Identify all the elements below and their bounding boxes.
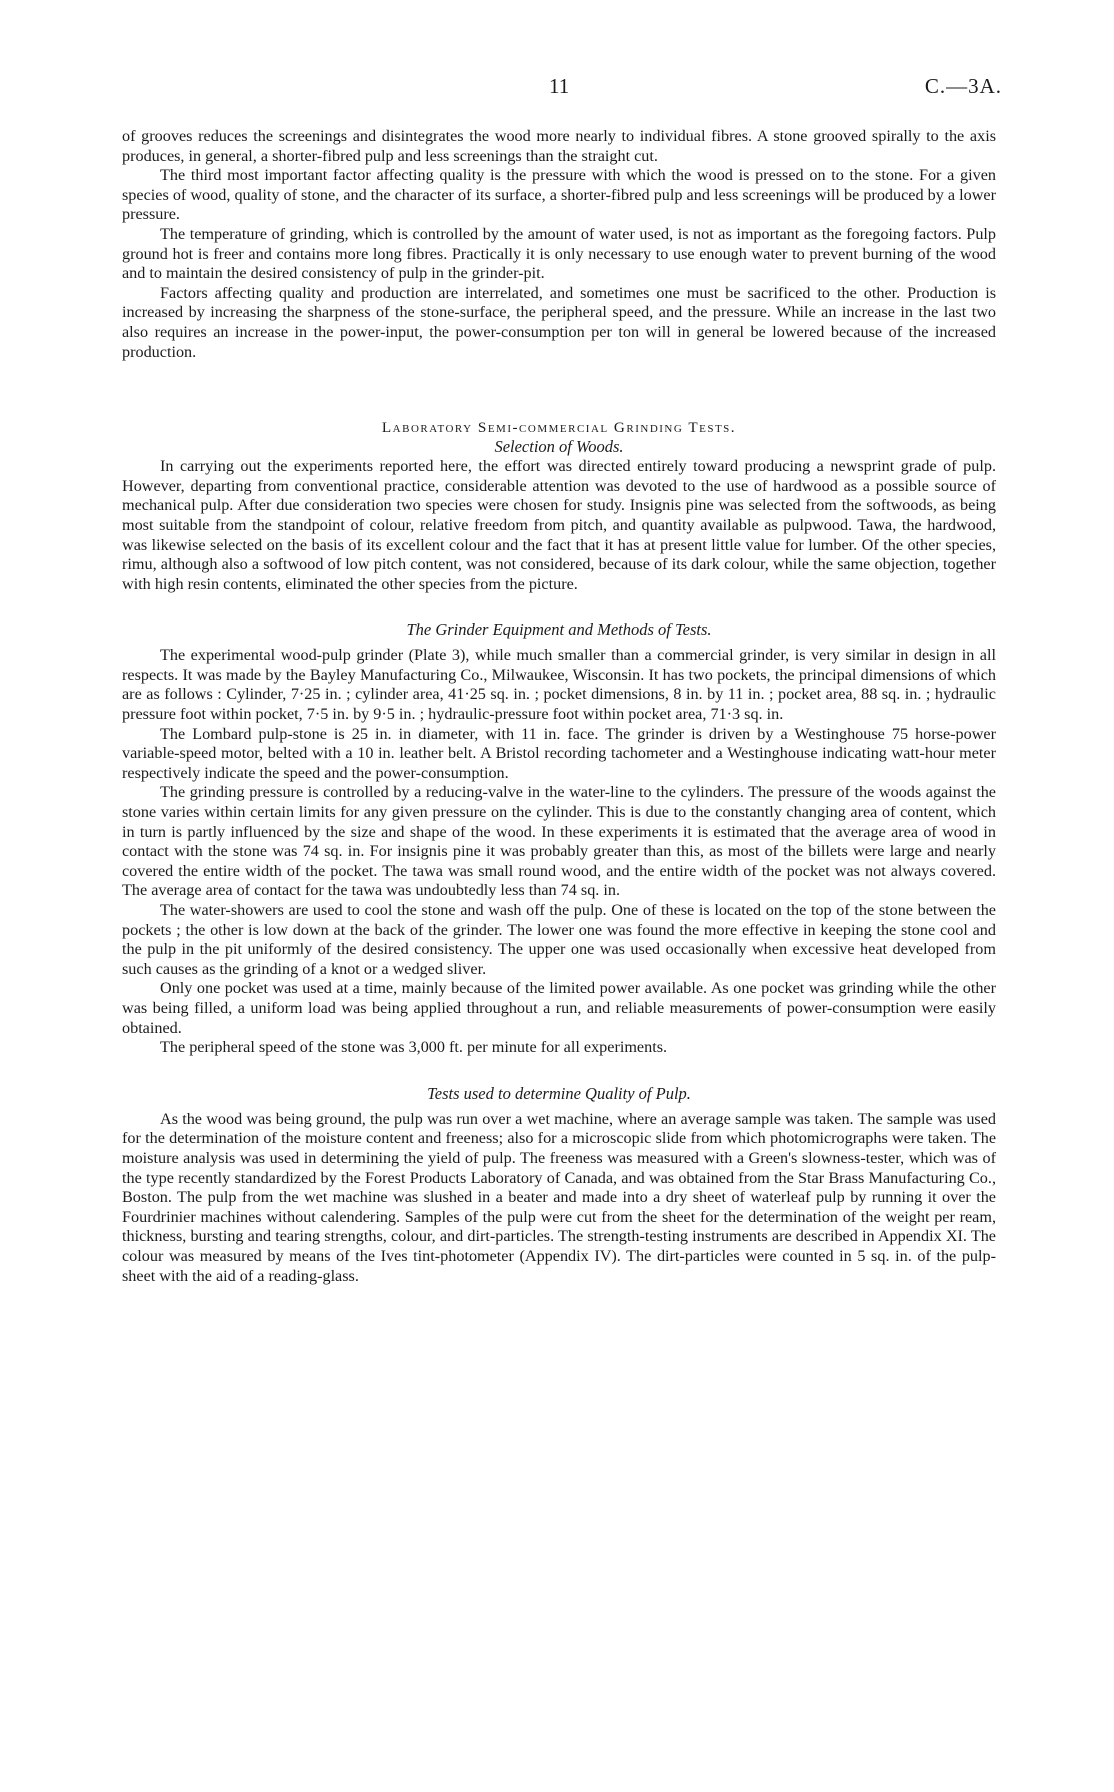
subheading-grinder-equipment: The Grinder Equipment and Methods of Tests. <box>406 620 712 640</box>
paragraph-water-showers: The water-showers are used to cool the stone and wash off the pulp. One of these is located on the top of the stone between the pockets ; the other is low down at the back of the grinder. The lower one was found the more effective in keeping the stone cool and the pulp in the pit uniformly of the desired consistency. The upper one was used occasionally when excessive heat developed from such causes as the grinding of a knot or a wedged sliver. <box>122 901 996 978</box>
paragraph-temperature: The temperature of grinding, which is controlled by the amount of water used, is not as important as the foregoing factors. Pulp ground hot is freer and contains more long fibres. Practically it is only necessary to use enough water to prevent burning of the wood and to maintain the desired consistency of pulp in the grinder-pit. <box>122 224 996 283</box>
document-reference: C.—3A. <box>924 74 1002 98</box>
paragraph-grooves: of grooves reduces the screenings and disintegrates the wood more nearly to individual fibres. A stone grooved spirally to the axis produces, in general, a shorter-fibred pulp and less screenings than the straight cut. <box>122 127 996 165</box>
paragraph-selection: In carrying out the experiments reported here, the effort was directed entirely toward producing a newsprint grade of pulp. However, departing from conventional practice, considerable attention was devoted to the use of hardwood as a possible source of mechanical pulp. After due consideration two species were chosen for study. Insignis pine was selected from the softwoods, as being most suitable from the standpoint of colour, relative freedom from pitch, and quantity available as pulpwood. Tawa, the hardwood, was likewise selected on the basis of its excellent colour and the fact that it has at present little value for lumber. Of the other species, rimu, although also a softwood of low pitch content, was not considered, because of its dark colour, while the same objection, together with high resin contents, eliminated the other species from the picture. <box>122 457 996 593</box>
paragraph-pulp-stone: The Lombard pulp-stone is 25 in. in diameter, with 11 in. face. The grinder is driven by a Westinghouse 75 horse-power variable-speed motor, belted with a 10 in. leather belt. A Bristol recording tachometer and a Westinghouse indicating watt-hour meter respectively indicate the speed and the power-consumption. <box>122 724 996 782</box>
paragraph-grinder: The experimental wood-pulp grinder (Plate 3), while much smaller than a commercial grinder, is very similar in design in all respects. It was made by the Bayley Manufacturing Co., Milwaukee, Wisconsin. It has two pockets, the principal dimensions of which are as follows : Cylinder, 7·25 in. ; cylinder area, 41·25 sq. in. ; pocket dimensions, 8 in. by 11 in. ; pocket area, 88 sq. in. ; hydraulic pressure foot within pocket, 7·5 in. by 9·5 in. ; hydraulic-pressure foot within pocket area, 71·3 sq. in. <box>122 646 996 724</box>
page-header <box>0 74 1114 98</box>
paragraph-grinding-pressure: The grinding pressure is controlled by a reducing-valve in the water-line to the cylinders. The pressure of the woods against the stone varies within certain limits for any given pressure on the cylinder. This is due to the constantly changing area of content, which in turn is partly influenced by the size and shape of the wood. In these experiments it is estimated that the average area of wood in contact with the stone was 74 sq. in. For insignis pine it was probably greater than this, as most of the billets were large and nearly covered the entire width of the pocket. The tawa was small round wood, and the entire width of the pocket was not always covered. The average area of contact for the tawa was undoubtedly less than 74 sq. in. <box>122 783 996 900</box>
paragraph-pressure: The third most important factor affecting quality is the pressure with which the wood is pressed on to the stone. For a given species of wood, quality of stone, and the character of its surface, a shorter-fibred pulp and less screenings will be produced by a lower pressure. <box>122 166 996 224</box>
subheading-tests-quality: Tests used to determine Quality of Pulp. <box>427 1083 691 1103</box>
section-title: Laboratory Semi-commercial Grinding Tests. <box>381 419 737 437</box>
body-text <box>122 127 996 1286</box>
subheading-selection-of-woods: Selection of Woods. <box>494 437 624 457</box>
paragraph-one-pocket: Only one pocket was used at a time, mainly because of the limited power available. As one pocket was grinding while the other was being filled, a uniform load was being applied throughout a run, and reliable measurements of power-consumption were easily obtained. <box>122 979 996 1037</box>
paragraph-factors: Factors affecting quality and production are interrelated, and sometimes one must be sacrificed to the other. Production is increased by increasing the sharpness of the stone-surface, the peripheral speed, and the pressure. While an increase in the last two also requires an increase in the power-input, the power-consumption per ton will in general be lowered because of the increased production. <box>122 283 996 361</box>
paragraph-peripheral-speed: The peripheral speed of the stone was 3,000 ft. per minute for all experiments. <box>160 1038 668 1057</box>
paragraph-tests: As the wood was being ground, the pulp was run over a wet machine, where an average sample was taken. The sample was used for the determination of the moisture content and freeness; also for a microscopic slide from which photomicrographs were taken. The moisture analysis was used in determining the yield of pulp. The freeness was measured with a Green's slowness-tester, which was of the type recently standardized by the Forest Products Laboratory of Canada, and was obtained from the Star Brass Manufacturing Co., Boston. The pulp from the wet machine was slushed in a beater and made into a dry sheet of waterleaf pulp by running it over the Fourdrinier machines without calendering. Samples of the pulp were cut from the sheet for the determination of the weight per ream, thickness, bursting and tearing strengths, colour, and dirt-particles. The strength-testing instruments are described in Appendix XI. The colour was measured by means of the Ives tint-photometer (Appendix IV). The dirt-particles were counted in 5 sq. in. of the pulp-sheet with the aid of a reading-glass. <box>122 1109 996 1285</box>
page-number: 11 <box>549 74 570 98</box>
